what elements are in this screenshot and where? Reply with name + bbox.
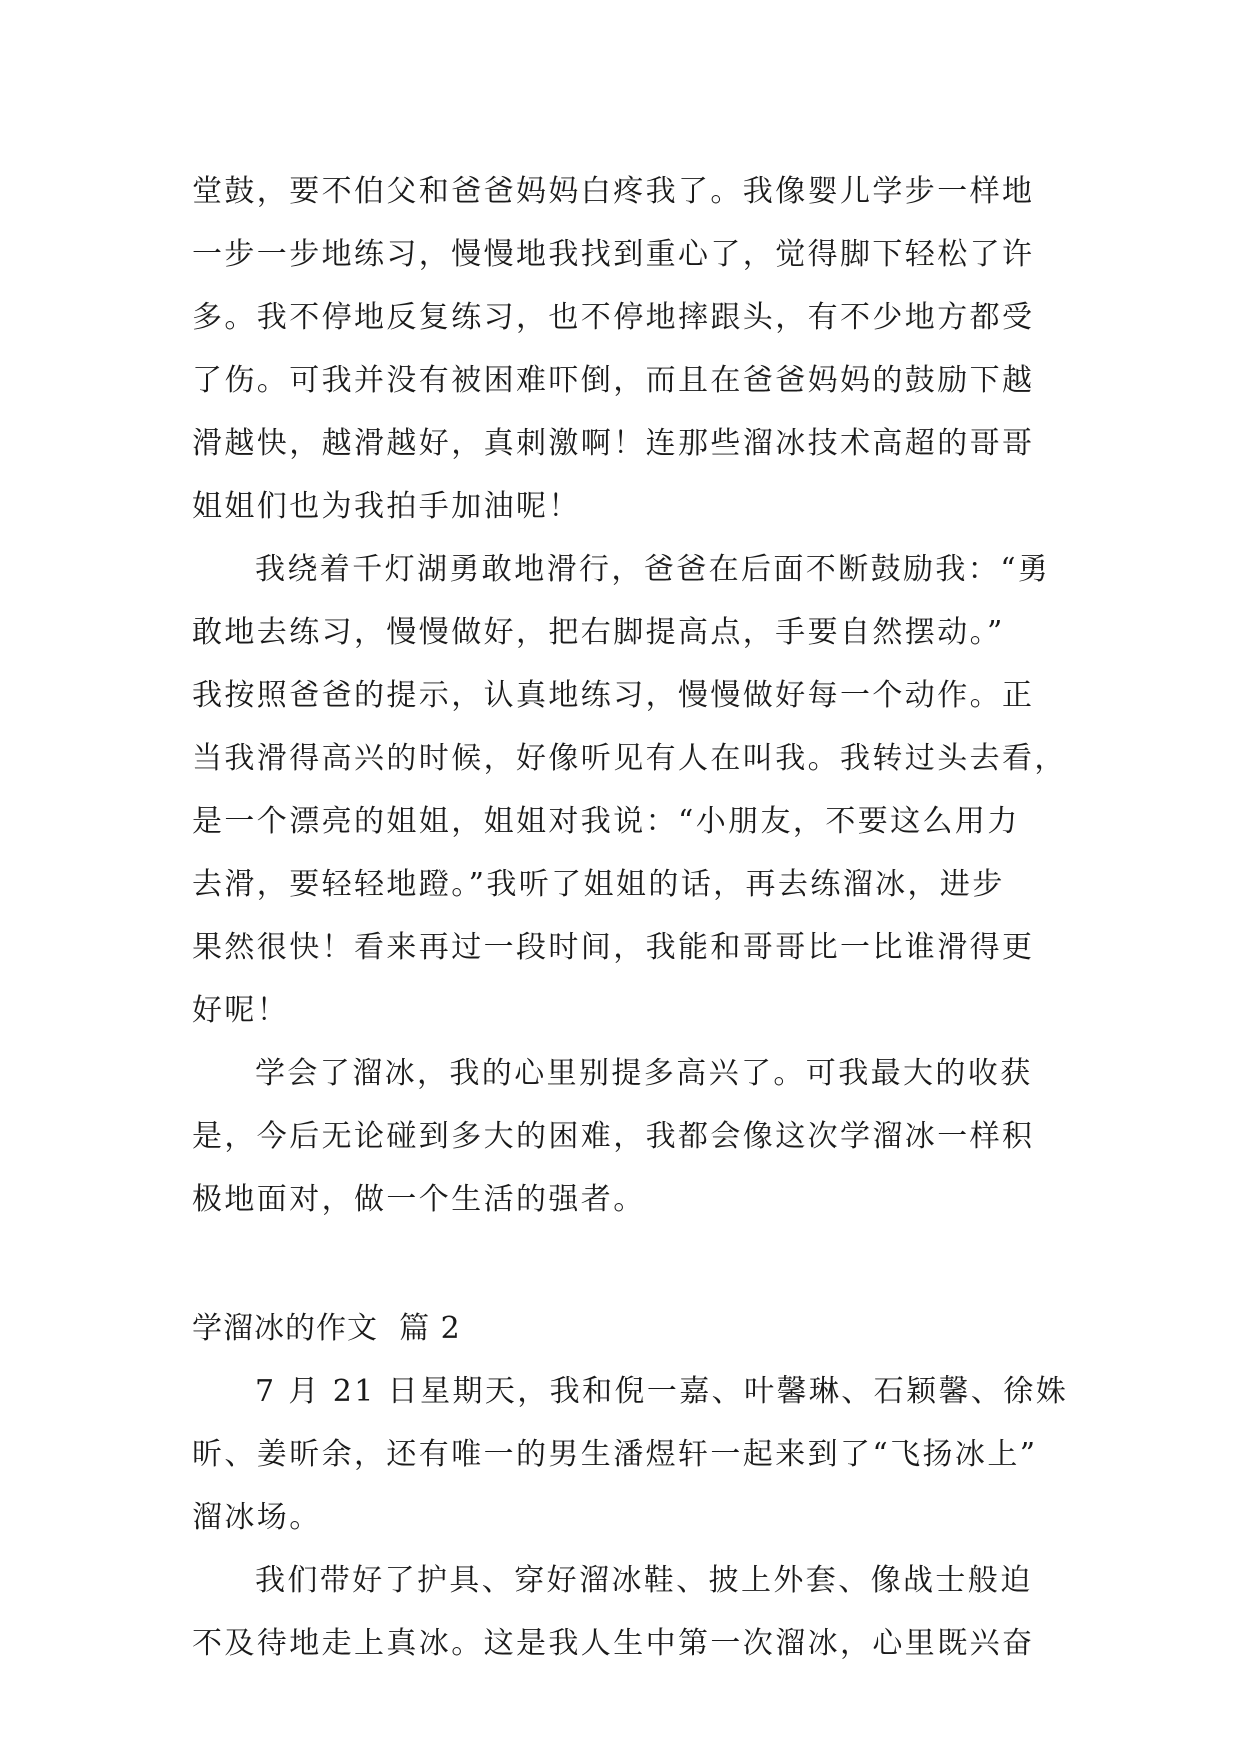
- paragraph-2: [192, 538, 1067, 1042]
- text-line: 7 月 21 日星期天，我和倪一嘉、叶馨琳、石颖馨、徐姝: [255, 1374, 1069, 1409]
- paragraph-5: [192, 1549, 1052, 1675]
- text-line: 我按照爸爸的提示，认真地练习，慢慢做好每一个动作。正: [192, 678, 1035, 713]
- section-heading: 学溜冰的作文 篇 2: [192, 1311, 461, 1346]
- text-line: 是一个漂亮的姐姐，姐姐对我说：“小朋友，不要这么用力: [192, 804, 1020, 839]
- paragraph-4: [192, 1360, 1069, 1549]
- paragraph-3: [192, 1042, 1052, 1231]
- text-line: 是，今后无论碰到多大的困难，我都会像这次学溜冰一样积: [192, 1119, 1035, 1154]
- text-line: 昕、姜昕余，还有唯一的男生潘煜轩一起来到了“飞扬冰上”: [192, 1437, 1038, 1472]
- paragraph-1: [192, 160, 1052, 538]
- text-line: 当我滑得高兴的时候，好像听见有人在叫我。我转过头去看，: [192, 741, 1067, 776]
- text-line: 姐姐们也为我拍手加油呢！: [192, 489, 581, 524]
- document-body: [192, 160, 1069, 1675]
- text-line: 溜冰场。: [192, 1500, 322, 1535]
- text-line: 学会了溜冰，我的心里别提多高兴了。可我最大的收获: [255, 1056, 1033, 1091]
- text-line: 果然很快！看来再过一段时间，我能和哥哥比一比谁滑得更: [192, 930, 1035, 965]
- text-line: 一步一步地练习，慢慢地我找到重心了，觉得脚下轻松了许: [192, 237, 1035, 272]
- text-line: 滑越快，越滑越好，真刺激啊！连那些溜冰技术高超的哥哥: [192, 426, 1035, 461]
- text-line: 去滑，要轻轻地蹬。”我听了姐姐的话，再去练溜冰，进步: [192, 867, 1005, 902]
- text-line: 极地面对，做一个生活的强者。: [192, 1182, 646, 1217]
- text-line: 好呢！: [192, 993, 290, 1028]
- text-line: 不及待地走上真冰。这是我人生中第一次溜冰，心里既兴奋: [192, 1626, 1035, 1661]
- section-gap: [192, 1231, 1052, 1297]
- text-line: 多。我不停地反复练习，也不停地摔跟头，有不少地方都受: [192, 300, 1035, 335]
- text-line: 我绕着千灯湖勇敢地滑行，爸爸在后面不断鼓励我：“勇: [255, 552, 1051, 587]
- text-line: 堂鼓，要不伯父和爸爸妈妈白疼我了。我像婴儿学步一样地: [192, 174, 1035, 209]
- text-line: 了伤。可我并没有被困难吓倒，而且在爸爸妈妈的鼓励下越: [192, 363, 1035, 398]
- text-line: 敢地去练习，慢慢做好，把右脚提高点，手要自然摆动。”: [192, 615, 1005, 650]
- text-line: 我们带好了护具、穿好溜冰鞋、披上外套、像战士般迫: [255, 1563, 1033, 1598]
